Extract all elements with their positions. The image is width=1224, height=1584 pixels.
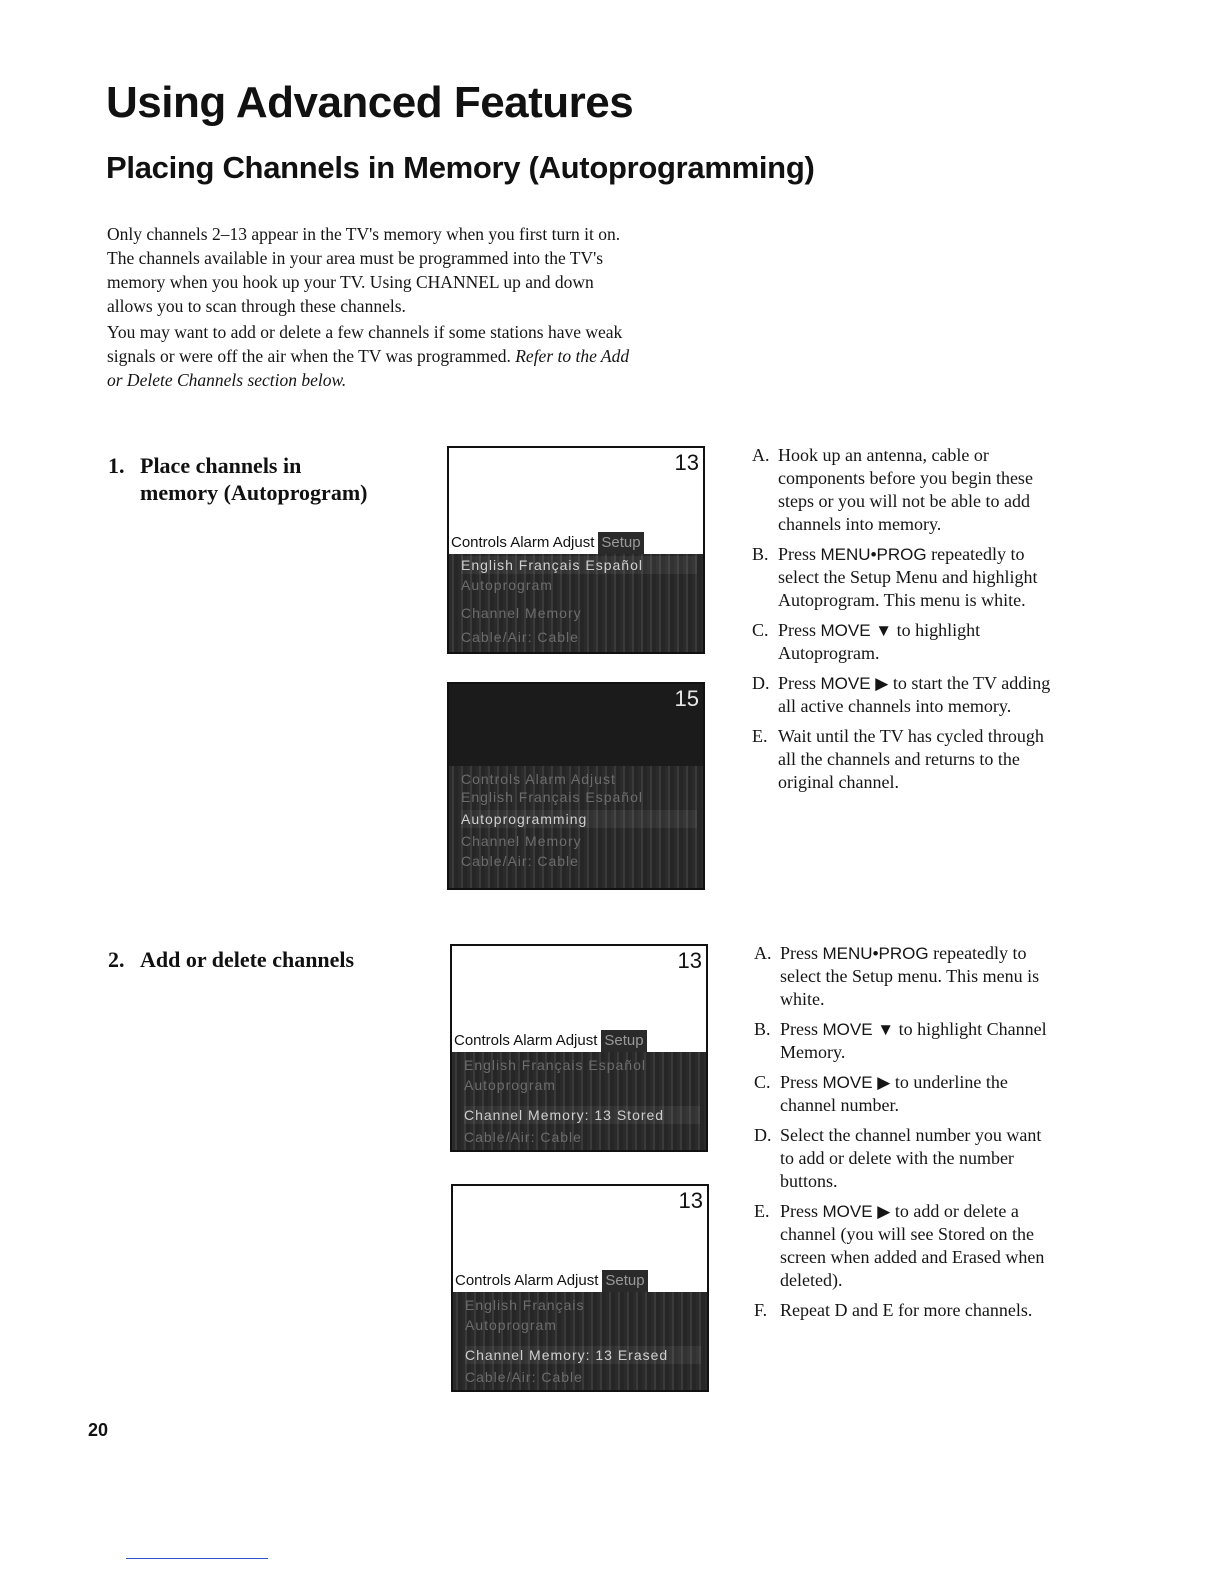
menu-row: Cable/Air: Cable [465,1369,583,1385]
channel-number: 13 [674,450,699,475]
instruction-pre: Press [780,1019,823,1039]
instruction-text: Repeat D and E for more channels. [780,1300,1033,1320]
instruction-item [754,1299,1054,1322]
instruction-letter: A. [754,943,772,963]
instruction-item [752,672,1052,718]
instruction-letter: B. [752,544,769,564]
menu-bar-labels: Controls Alarm Adjust [454,1032,598,1049]
instruction-text: repeatedly to select the Setup menu. This menu is white. [780,943,1040,1009]
instruction-item [754,1071,1054,1117]
channel-number: 13 [678,1188,703,1213]
menu-panel [453,1292,707,1390]
section-title: Placing Channels in Memory (Autoprogramming) [106,150,815,185]
intro-p1-line: Only channels 2–13 appear in the TV's memory when you first turn it on. [107,224,621,244]
menu-row: Autoprogramming [461,810,697,828]
instruction-text: to highlight Autoprogram. [778,620,981,663]
tv-screen-channel-stored [450,944,708,1152]
menu-bar [452,1030,706,1052]
intro-p1-line: The channels available in your area must be programmed into the TV's [107,248,604,268]
step-2-number: 2. [108,947,125,972]
key-name: MOVE ▼ [820,621,893,640]
menu-row: Cable/Air: Cable [461,629,579,645]
menu-row: Cable/Air: Cable [464,1129,582,1145]
instruction-pre: Press [778,544,821,564]
instruction-letter: D. [752,673,770,693]
menu-bar [449,532,703,554]
menu-row: Channel Memory: 13 Erased [465,1346,701,1364]
page-title: Using Advanced Features [106,78,634,127]
intro-p2-reference-cont: or Delete Channels section below. [107,370,347,390]
key-name: MOVE ▼ [822,1020,895,1039]
channel-number: 13 [677,948,702,973]
instruction-item [752,619,1052,665]
intro-p1-line: memory when you hook up your TV. Using CHANNEL up and down [107,272,594,292]
instruction-letter: A. [752,445,770,465]
step-2-title [108,946,354,973]
menu-row: Controls Alarm Adjust [461,771,616,787]
instruction-item [754,942,1054,1011]
channel-number: 15 [674,686,699,711]
key-name: MENU•PROG [822,944,929,963]
instruction-pre: Press [780,1072,823,1092]
instruction-pre: Press [780,1201,823,1221]
menu-bar-highlight: Setup [601,1030,646,1052]
footer-rule [126,1558,268,1559]
menu-row: English Français Español [464,1057,646,1073]
menu-bar-highlight: Setup [602,1270,647,1292]
step-1-title [108,452,367,506]
instruction-item [754,1124,1054,1193]
instruction-item [754,1018,1054,1064]
menu-row: English Français [465,1297,585,1313]
tv-screen-channel-erased [451,1184,709,1392]
menu-bar-highlight: Setup [598,532,643,554]
menu-row: Autoprogram [465,1317,557,1333]
instruction-text: to underline the channel number. [780,1072,1008,1115]
menu-bar [453,1270,707,1292]
key-name: MENU•PROG [820,545,927,564]
intro-p2-line: signals or were off the air when the TV was programmed. [107,346,511,366]
menu-row: English Français Español [461,556,697,574]
step-1-instructions [752,444,1052,801]
tv-screen-setup-menu [447,446,705,654]
instruction-letter: E. [754,1201,770,1221]
instruction-item [752,725,1052,794]
instruction-item [752,543,1052,612]
menu-row: Channel Memory [461,833,582,849]
menu-row: Autoprogram [464,1077,556,1093]
menu-panel [449,766,703,888]
menu-panel [452,1052,706,1150]
key-name: MOVE ▶ [822,1073,891,1092]
menu-row: Cable/Air: Cable [461,853,579,869]
instruction-letter: F. [754,1300,768,1320]
instruction-pre: Press [778,673,821,693]
instruction-letter: C. [754,1072,771,1092]
step-2-instructions [754,942,1054,1329]
intro-p2-line: You may want to add or delete a few channels if some stations have weak [107,322,623,342]
intro-paragraph-1 [107,222,727,318]
instruction-letter: C. [752,620,769,640]
instruction-text: Hook up an antenna, cable or components before you begin these steps or you will not be able to add channels into memory. [778,445,1033,534]
instruction-letter: D. [754,1125,772,1145]
menu-row: Channel Memory [461,605,582,621]
key-name: MOVE ▶ [820,674,889,693]
instruction-text: repeatedly to select the Setup Menu and highlight Autoprogram. This menu is white. [778,544,1038,610]
intro-p2-reference: Refer to the Add [515,346,630,366]
instruction-pre: Press [780,943,823,963]
menu-row: English Français Español [461,789,643,805]
instruction-letter: E. [752,726,768,746]
instruction-pre: Press [778,620,821,640]
menu-row: Channel Memory: 13 Stored [464,1106,700,1124]
instruction-letter: B. [754,1019,771,1039]
instruction-text: to highlight Channel Memory. [780,1019,1047,1062]
tv-screen-autoprogramming [447,682,705,890]
menu-bar-labels: Controls Alarm Adjust [451,534,595,551]
instruction-text: to start the TV adding all active channels into memory. [778,673,1051,716]
intro-p1-line: allows you to scan through these channels. [107,296,406,316]
instruction-text: to add or delete a channel (you will see Stored on the screen when added and Erased when deleted). [780,1201,1045,1290]
intro-paragraph-2 [107,320,727,392]
step-1-number: 1. [108,453,125,478]
menu-bar-labels: Controls Alarm Adjust [455,1272,599,1289]
instruction-text: Select the channel number you want to add or delete with the number buttons. [780,1125,1042,1191]
instruction-item [752,444,1052,536]
instruction-text: Wait until the TV has cycled through all the channels and returns to the original channel. [778,726,1044,792]
step-1-title-line1: Place channels in [140,453,302,478]
menu-row: Autoprogram [461,577,553,593]
instruction-item [754,1200,1054,1292]
menu-panel [449,554,703,652]
step-1-title-line2: memory (Autoprogram) [140,480,368,505]
key-name: MOVE ▶ [822,1202,891,1221]
step-2-title-text: Add or delete channels [140,947,355,972]
page-number: 20 [88,1420,109,1440]
